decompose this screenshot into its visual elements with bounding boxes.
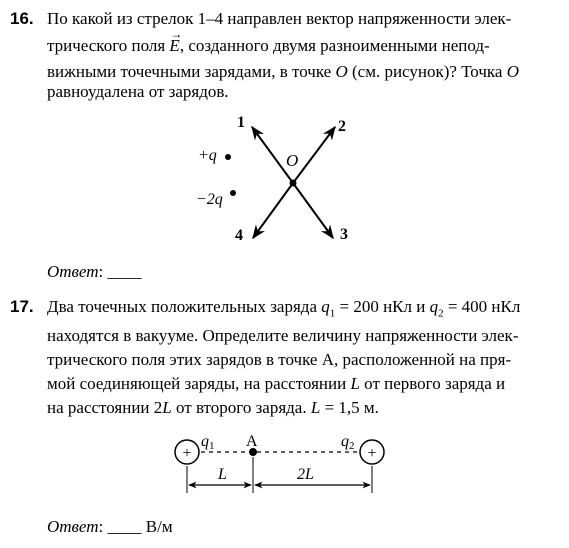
l-var: L	[350, 374, 360, 393]
text-span: вижными точечными зарядами, в точке	[47, 62, 336, 81]
charge-plus-q-dot	[225, 154, 231, 160]
arrow-1-label: 1	[237, 114, 245, 131]
charge-plus-q-label: +q	[198, 147, 217, 164]
text-span: , созданного двумя разноименными непод-	[179, 36, 490, 55]
point-o-ref: O	[506, 62, 519, 81]
charge-q1-plus: +	[182, 445, 192, 462]
problem-17-answer	[47, 517, 173, 537]
arrow-2	[293, 127, 335, 183]
arrow-4	[253, 183, 293, 238]
point-o-label: O	[286, 151, 299, 170]
arrow-3-label: 3	[340, 226, 348, 243]
q2-letter: q	[341, 433, 349, 450]
point-a-label: А	[246, 433, 258, 450]
q1-sub: 1	[329, 307, 336, 320]
q2-sub: 2	[438, 307, 444, 320]
answer-blank: : ____	[98, 262, 142, 281]
problem-17-number: 17.	[10, 297, 34, 316]
text-span: трического поля	[47, 36, 170, 55]
text-span: от второго заряда.	[171, 398, 311, 417]
problem-17-text-line-3: трического поля этих зарядов в точке А, расположенной на пря-	[47, 350, 512, 369]
figure-16	[196, 114, 348, 244]
problem-16-number: 16.	[10, 9, 34, 28]
problem-17-text-line-2: находятся в вакууме. Определите величину напряженности элек-	[47, 326, 519, 345]
problem-17-text-line-5	[47, 398, 379, 418]
text-span: (см. рисунок)? Точка	[347, 62, 507, 81]
q2-var: q	[429, 297, 439, 316]
q1-subscript: 1	[209, 440, 215, 452]
vector-arrow: →	[170, 27, 183, 41]
charge-minus-2q-label: −2q	[196, 191, 223, 208]
arrow-4-label: 4	[235, 227, 243, 244]
q2-label	[341, 433, 355, 452]
answer-blank: : ____ В/м	[98, 517, 173, 536]
text-span: Два точечных положительных заряда	[47, 297, 322, 316]
figure-17	[175, 433, 384, 493]
text-span: = 1,5 м.	[320, 398, 379, 417]
point-o-dot	[290, 180, 297, 187]
q2-subscript: 2	[349, 440, 355, 452]
vector-e-letter: E	[169, 36, 180, 55]
dimension-l-label: L	[218, 466, 227, 483]
text-span: на расстоянии 2	[47, 398, 163, 417]
q1-label	[201, 433, 215, 452]
arrow-2-label: 2	[338, 118, 346, 135]
arrow-3	[293, 183, 333, 238]
answer-label: Ответ	[47, 517, 99, 536]
q1-var: q	[321, 297, 330, 316]
answer-label: Ответ	[47, 262, 99, 281]
problem-17-text-line-1	[47, 297, 520, 319]
problem-17-text-line-4	[47, 374, 505, 394]
problem-16-text-line-4: равноудалена от зарядов.	[47, 82, 229, 101]
problem-16-text-line-1: По какой из стрелок 1–4 направлен вектор напряженности элек-	[47, 9, 512, 28]
problem-16-answer	[47, 262, 142, 282]
point-o-ref: O	[335, 62, 348, 81]
dimension-2l-label: 2L	[297, 466, 314, 483]
text-span: = 200 нКл и	[335, 297, 430, 316]
charge-q2-plus: +	[367, 445, 377, 462]
charge-minus-2q-dot	[230, 190, 236, 196]
text-span: от первого заряда и	[359, 374, 506, 393]
l-var: L	[310, 398, 321, 417]
text-span: мой соединяющей заряды, на расстоянии	[47, 374, 351, 393]
l-var: L	[162, 398, 172, 417]
text-span: = 400 нКл	[443, 297, 521, 316]
q1-letter: q	[201, 433, 209, 450]
